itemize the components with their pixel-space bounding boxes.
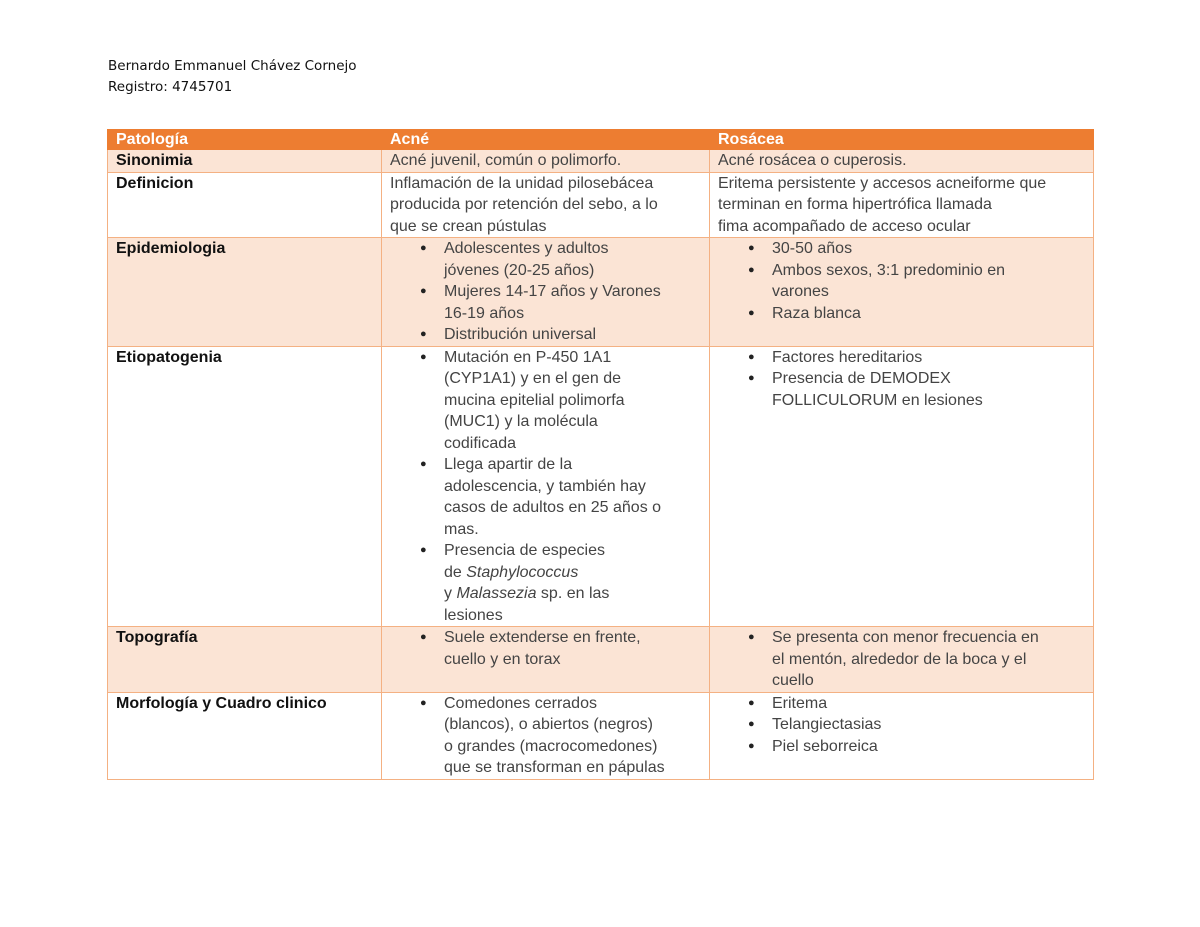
- author-name: Bernardo Emmanuel Chávez Cornejo: [108, 58, 357, 74]
- list-item-text: Eritema: [772, 694, 828, 712]
- cell-epidemiologia-acne: [382, 238, 710, 347]
- cell-definicion-rosacea: Eritema persistente y accesos acneiforme que terminan en forma hipertrófica llamada fima acompañado de acceso ocular: [710, 172, 1094, 238]
- bullet-icon: ●: [748, 696, 755, 709]
- table-row-definicion: [108, 172, 1094, 238]
- document-header: [108, 56, 357, 98]
- table-row-topografia: [108, 627, 1094, 693]
- comparison-table: [107, 129, 1094, 780]
- list-item-text: sp. en las lesiones: [444, 585, 610, 624]
- list-item: [748, 627, 1087, 692]
- bullet-icon: ●: [748, 306, 755, 319]
- list-item-text: Llega apartir de la adolescencia, y también hay casos de adultos en 25 años o mas.: [444, 456, 662, 538]
- cell-topografia-acne: [382, 627, 710, 693]
- bullet-icon: ●: [748, 372, 755, 384]
- bullet-list: [718, 347, 1087, 412]
- bullet-list: [718, 693, 1087, 758]
- list-item: [420, 347, 703, 455]
- list-item: [748, 238, 1087, 260]
- row-label-topografia: Topografía: [108, 627, 382, 693]
- bullet-icon: ●: [748, 739, 755, 752]
- table-header-row: [108, 130, 1094, 150]
- list-item: [748, 736, 1087, 758]
- table-row-morfologia: [108, 692, 1094, 779]
- row-label-epidemiologia: Epidemiologia: [108, 238, 382, 347]
- cell-definicion-acne: Inflamación de la unidad pilosebácea producida por retención del sebo, a lo que se crean pústulas: [382, 172, 710, 238]
- list-item: [420, 454, 703, 540]
- column-header-patologia: Patología: [108, 130, 382, 150]
- cell-morfologia-rosacea: [710, 692, 1094, 779]
- bullet-list: [718, 627, 1087, 692]
- bullet-list: [718, 238, 1087, 324]
- bullet-icon: ●: [748, 350, 755, 363]
- list-item-text: Adolescentes y adultos jóvenes (20-25 años): [444, 240, 609, 279]
- list-item: [420, 238, 703, 281]
- genus-name: Staphylococcus: [466, 563, 579, 581]
- list-item-text: Comedones cerrados (blancos), o abiertos (negros) o grandes (macrocomedones) que se transforman en pápulas: [444, 694, 665, 776]
- list-item: [748, 693, 1087, 715]
- registration-number: Registro: 4745701: [108, 79, 233, 95]
- cell-morfologia-acne: [382, 692, 710, 779]
- list-item-text: Telangiectasias: [772, 716, 882, 733]
- cell-etiopatogenia-acne: [382, 346, 710, 627]
- genus-name: Malassezia: [456, 585, 537, 602]
- list-item-text: Presencia de DEMODEX FOLLICULORUM en lesiones: [772, 370, 983, 409]
- bullet-icon: ●: [748, 631, 755, 643]
- list-item-text: 30-50 años: [772, 240, 853, 257]
- bullet-icon: ●: [748, 263, 755, 276]
- list-item-text: Se presenta con menor frecuencia en el mentón, alrededor de la boca y el cuello: [772, 629, 1039, 689]
- list-item: [420, 693, 703, 779]
- list-item-text: Piel seborreica: [772, 737, 878, 755]
- column-header-rosacea: Rosácea: [710, 130, 1094, 150]
- bullet-icon: ●: [420, 350, 427, 363]
- row-label-etiopatogenia: Etiopatogenia: [108, 346, 382, 627]
- bullet-icon: ●: [420, 328, 427, 340]
- row-label-sinonimia: Sinonimia: [108, 150, 382, 173]
- bullet-list: [390, 238, 703, 346]
- list-item-text: y: [444, 585, 457, 602]
- list-item-text: Mutación en P-450 1A1 (CYP1A1) y en el gen de mucina epitelial polimorfa (MUC1) y la molécula codificada: [444, 348, 625, 452]
- list-item-text: Factores hereditarios: [772, 348, 923, 366]
- bullet-icon: ●: [420, 544, 427, 556]
- bullet-list: [390, 347, 703, 627]
- cell-epidemiologia-rosacea: [710, 238, 1094, 347]
- list-item: [420, 540, 703, 626]
- list-item-text: Distribución universal: [444, 326, 597, 343]
- bullet-icon: ●: [420, 696, 427, 709]
- list-item-text: Ambos sexos, 3:1 predominio en varones: [772, 261, 1006, 300]
- bullet-list: [390, 627, 703, 670]
- list-item: [748, 347, 1087, 369]
- list-item-text: Suele extenderse en frente, cuello y en torax: [444, 629, 641, 668]
- bullet-list: [390, 693, 703, 779]
- cell-sinonimia-rosacea: Acné rosácea o cuperosis.: [710, 150, 1094, 173]
- bullet-icon: ●: [748, 718, 755, 730]
- table-row-etiopatogenia: [108, 346, 1094, 627]
- list-item-text: Raza blanca: [772, 304, 861, 322]
- cell-etiopatogenia-rosacea: [710, 346, 1094, 627]
- list-item: [420, 281, 703, 324]
- list-item: [748, 368, 1087, 411]
- cell-sinonimia-acne: Acné juvenil, común o polimorfo.: [382, 150, 710, 173]
- bullet-icon: ●: [420, 285, 427, 297]
- list-item: [748, 714, 1087, 736]
- bullet-icon: ●: [748, 242, 755, 254]
- list-item: [420, 627, 703, 670]
- row-label-morfologia: Morfología y Cuadro clinico: [108, 692, 382, 779]
- list-item: [420, 324, 703, 346]
- table-row-sinonimia: [108, 150, 1094, 173]
- column-header-acne: Acné: [382, 130, 710, 150]
- bullet-icon: ●: [420, 631, 427, 643]
- list-item: [748, 260, 1087, 303]
- cell-topografia-rosacea: [710, 627, 1094, 693]
- list-item: [748, 303, 1087, 325]
- table-row-epidemiologia: [108, 238, 1094, 347]
- bullet-icon: ●: [420, 458, 427, 470]
- row-label-definicion: Definicion: [108, 172, 382, 238]
- bullet-icon: ●: [420, 242, 427, 254]
- list-item-text: Mujeres 14-17 años y Varones 16-19 años: [444, 283, 661, 322]
- list-item-text: Presencia de especies de: [444, 542, 605, 581]
